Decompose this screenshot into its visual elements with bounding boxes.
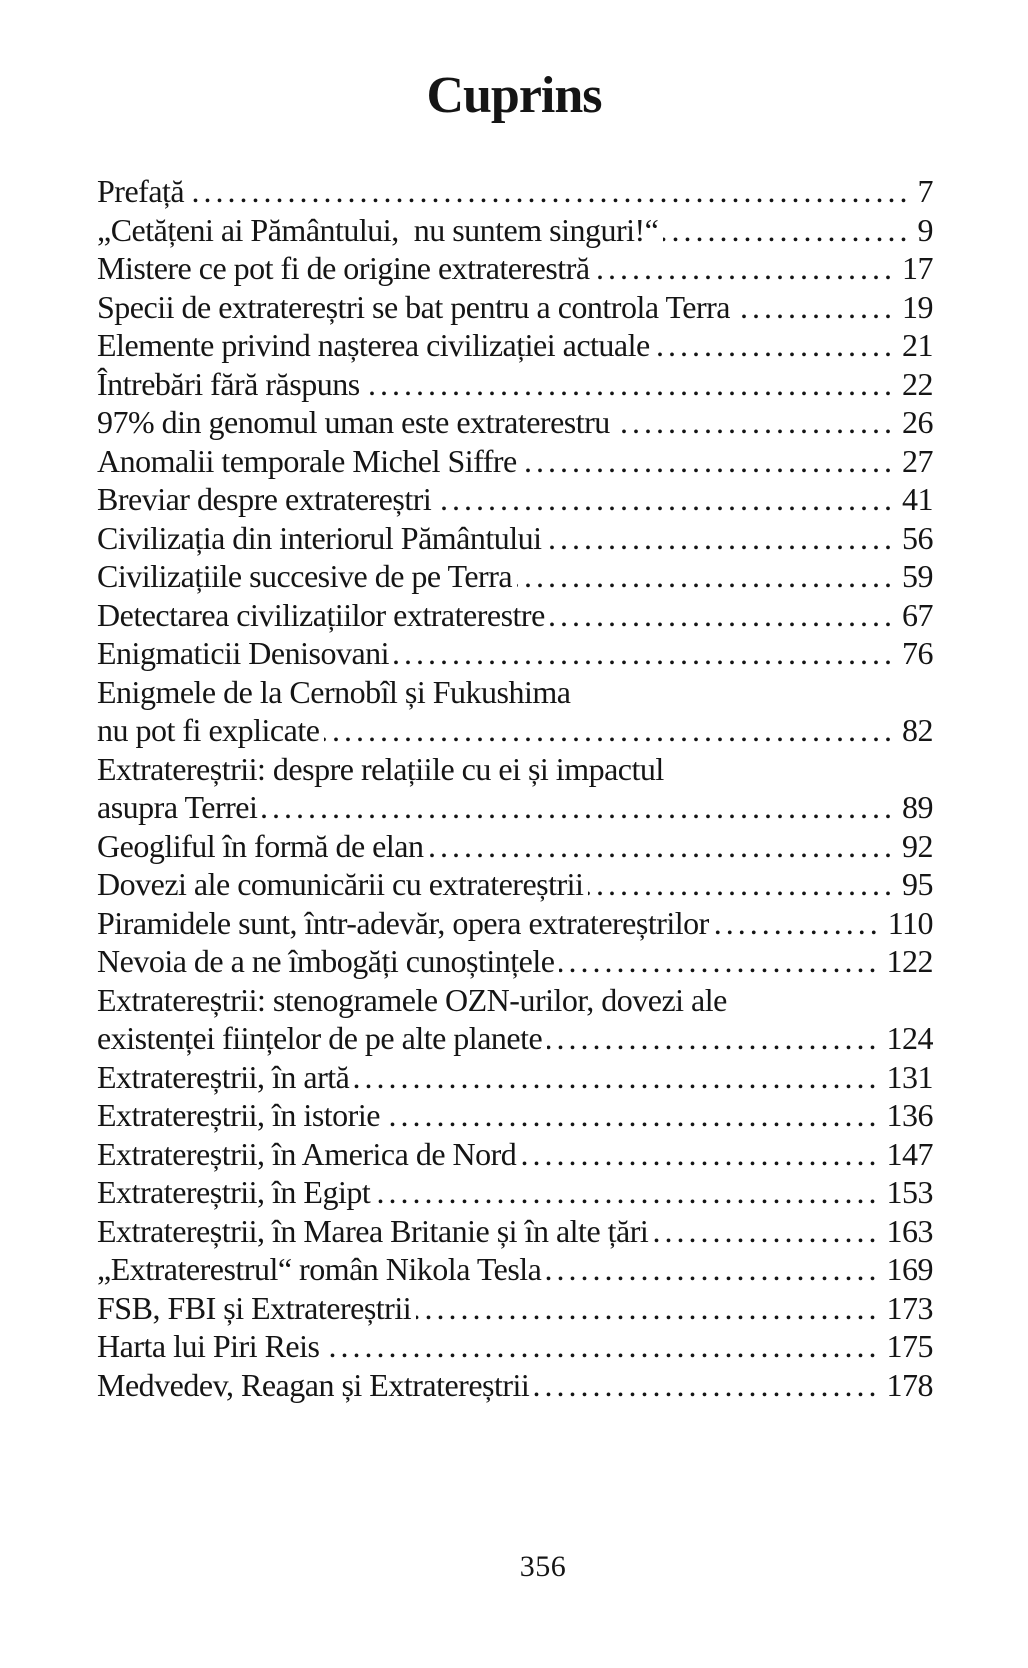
toc-entry-title: Specii de extratereștri se bat pentru a controla Terra <box>97 288 730 325</box>
toc-entry-page-number: 95 <box>902 866 933 902</box>
toc-row <box>97 750 933 789</box>
toc-entry-page-number: 169 <box>886 1251 933 1287</box>
toc-row <box>97 172 933 211</box>
toc-entry-title: Detectarea civilizațiilor extraterestre <box>97 596 545 633</box>
toc-entry-title: Extratereștrii: stenogramele OZN-urilor, dovezi ale <box>97 981 727 1018</box>
toc-row <box>97 981 933 1020</box>
toc-dots-leader <box>375 1173 880 1212</box>
toc-row <box>97 442 933 481</box>
toc-row <box>97 634 933 673</box>
toc-entry-page-number: 19 <box>902 288 933 325</box>
toc-entry-page-number: 41 <box>902 481 933 517</box>
toc-dots-leader <box>521 1135 880 1174</box>
toc-entry-title: Enigmaticii Denisovani <box>97 635 390 671</box>
toc-entry-title: Extratereștrii: despre relațiile cu ei și impactul <box>97 750 664 787</box>
toc-dots-leader <box>428 827 896 866</box>
toc-dots-leader <box>385 1096 881 1135</box>
toc-dots-leader <box>663 211 911 250</box>
toc-entry-title: nu pot fi explicate <box>97 712 320 748</box>
toc-dots-leader <box>534 1366 880 1405</box>
toc-dots-leader <box>436 480 896 519</box>
toc-dots-leader <box>189 172 911 211</box>
toc-dots-leader <box>547 519 896 558</box>
toc-entry-page-number: 21 <box>902 327 933 363</box>
toc-dots-leader <box>354 1058 880 1097</box>
toc-dots-leader <box>324 711 896 750</box>
toc-row <box>97 1212 933 1251</box>
toc-row <box>97 249 933 288</box>
toc-row <box>97 557 933 596</box>
table-of-contents <box>97 172 933 1404</box>
toc-row <box>97 365 933 404</box>
toc-row <box>97 1366 933 1405</box>
toc-row <box>97 1019 933 1058</box>
toc-entry-title: Nevoia de a ne îmbogăți cunoștințele <box>97 943 555 979</box>
toc-row <box>97 904 933 943</box>
toc-dots-leader <box>559 942 880 981</box>
toc-entry-title: Mistere ce pot fi de origine extraterestră <box>97 250 590 286</box>
toc-dots-leader <box>324 1327 880 1366</box>
toc-entry-title: Dovezi ale comunicării cu extratereștrii <box>97 866 584 902</box>
toc-entry-title: FSB, FBI și Extratereștrii <box>97 1289 412 1326</box>
toc-entry-title: Extratereștrii, în Marea Britanie și în alte țări <box>97 1212 649 1249</box>
toc-row <box>97 788 933 827</box>
toc-entry-page-number: 131 <box>886 1058 933 1095</box>
toc-row <box>97 519 933 558</box>
toc-dots-leader <box>365 365 896 404</box>
toc-entry-title: Piramidele sunt, într-adevăr, opera extratereștrilor <box>97 904 709 941</box>
toc-entry-page-number: 89 <box>902 789 933 825</box>
toc-row <box>97 942 933 981</box>
toc-entry-title: Anomalii temporale Michel Siffre <box>97 442 517 479</box>
toc-row <box>97 326 933 365</box>
toc-dots-leader <box>517 557 896 596</box>
toc-entry-page-number: 173 <box>886 1289 933 1326</box>
toc-entry-page-number: 147 <box>886 1135 933 1172</box>
toc-dots-leader <box>550 596 896 635</box>
toc-entry-title: existenței ființelor de pe alte planete <box>97 1020 543 1056</box>
toc-row <box>97 403 933 442</box>
toc-entry-title: Elemente privind nașterea civilizației actuale <box>97 327 650 363</box>
toc-row <box>97 1135 933 1174</box>
toc-entry-page-number: 163 <box>886 1212 933 1249</box>
toc-dots-leader <box>546 1250 880 1289</box>
toc-row <box>97 827 933 866</box>
toc-row <box>97 1096 933 1135</box>
toc-dots-leader <box>588 865 896 904</box>
toc-row <box>97 596 933 635</box>
toc-row <box>97 1058 933 1097</box>
toc-entry-page-number: 56 <box>902 519 933 556</box>
toc-entry-page-number: 110 <box>887 904 933 941</box>
toc-entry-page-number: 178 <box>886 1366 933 1403</box>
toc-entry-page-number: 82 <box>902 712 933 748</box>
toc-entry-title: Civilizația din interiorul Pământului <box>97 519 542 556</box>
toc-row <box>97 1250 933 1289</box>
toc-entry-title: Prefață <box>97 173 185 209</box>
toc-entry-title: Geogliful în formă de elan <box>97 827 424 864</box>
toc-dots-leader <box>714 904 882 943</box>
toc-entry-title: Harta lui Piri Reis <box>97 1328 320 1364</box>
toc-dots-leader <box>653 1212 880 1251</box>
toc-entry-page-number: 76 <box>902 635 933 671</box>
toc-entry-title: 97% din genomul uman este extraterestru <box>97 404 610 440</box>
toc-row <box>97 1327 933 1366</box>
toc-entry-page-number: 175 <box>886 1328 933 1364</box>
toc-entry-title: Extratereștrii, în America de Nord <box>97 1135 517 1172</box>
toc-entry-title: Extratereștrii, în Egipt <box>97 1174 371 1210</box>
toc-row <box>97 1173 933 1212</box>
toc-entry-title: Enigmele de la Cernobîl și Fukushima <box>97 673 571 710</box>
toc-dots-leader <box>394 634 896 673</box>
toc-dots-leader <box>655 326 896 365</box>
toc-entry-page-number: 17 <box>902 250 933 286</box>
toc-dots-leader <box>615 403 896 442</box>
toc-dots-leader <box>735 288 896 327</box>
toc-entry-title: Civilizațiile succesive de pe Terra <box>97 558 513 594</box>
toc-entry-page-number: 92 <box>902 827 933 864</box>
toc-entry-page-number: 59 <box>902 558 933 594</box>
toc-entry-page-number: 9 <box>917 211 933 248</box>
toc-entry-page-number: 136 <box>886 1097 933 1133</box>
toc-entry-title: asupra Terrei <box>97 789 258 825</box>
toc-entry-title: Extratereștrii, în istorie <box>97 1097 380 1133</box>
toc-row <box>97 288 933 327</box>
toc-row <box>97 865 933 904</box>
book-page <box>0 68 1028 1668</box>
toc-entry-title: Extratereștrii, în artă <box>97 1058 350 1095</box>
toc-row <box>97 673 933 712</box>
toc-entry-page-number: 27 <box>902 442 933 479</box>
toc-entry-page-number: 7 <box>917 173 933 209</box>
toc-row <box>97 1289 933 1328</box>
toc-entry-page-number: 124 <box>886 1020 933 1056</box>
toc-dots-leader <box>595 249 896 288</box>
page-title: Cuprins <box>426 67 602 124</box>
toc-entry-page-number: 122 <box>886 943 933 979</box>
toc-dots-leader <box>416 1289 880 1328</box>
toc-entry-title: Medvedev, Reagan și Extratereștrii <box>97 1366 530 1403</box>
toc-row <box>97 480 933 519</box>
toc-row <box>97 711 933 750</box>
toc-entry-page-number: 22 <box>902 365 933 402</box>
footer-page-number: 356 <box>519 1550 567 1583</box>
toc-entry-title: „Extraterestrul“ român Nikola Tesla <box>97 1251 542 1287</box>
toc-entry-title: Întrebări fără răspuns <box>97 365 360 402</box>
toc-dots-leader <box>262 788 896 827</box>
toc-entry-page-number: 153 <box>886 1174 933 1210</box>
toc-entry-title: „Cetățeni ai Pământului, nu suntem singuri!“ <box>97 211 659 248</box>
toc-dots-leader <box>522 442 896 481</box>
toc-entry-page-number: 26 <box>902 404 933 440</box>
toc-dots-leader <box>547 1019 880 1058</box>
toc-row <box>97 211 933 250</box>
toc-entry-title: Breviar despre extratereștri <box>97 481 432 517</box>
toc-entry-page-number: 67 <box>902 596 933 633</box>
